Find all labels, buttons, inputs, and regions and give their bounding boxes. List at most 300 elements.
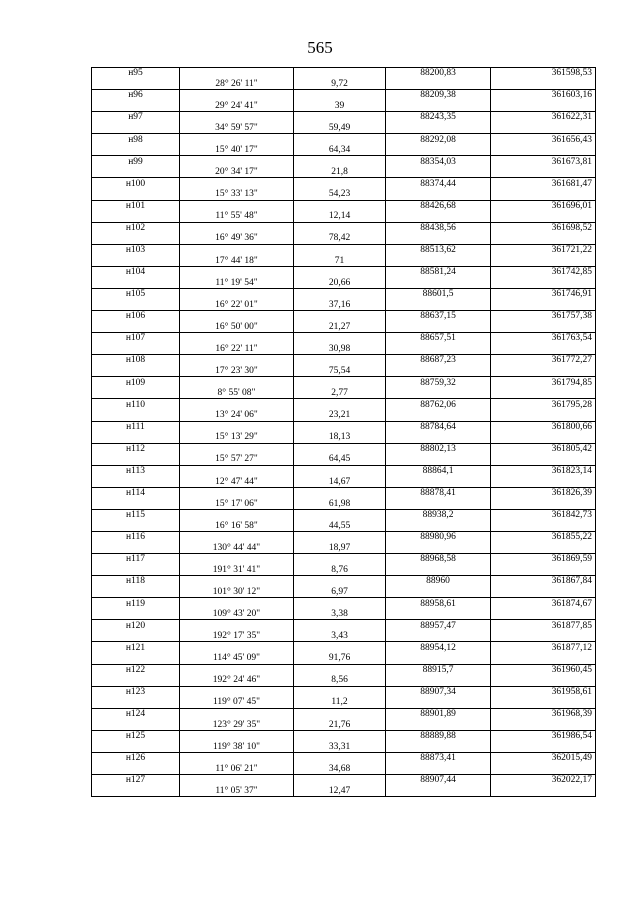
segment-row (92, 565, 596, 576)
point-name: н104 (92, 266, 180, 277)
point-row (92, 752, 596, 763)
distance-cell (294, 443, 386, 454)
angle-cell (180, 598, 294, 609)
point-name: н101 (92, 200, 180, 211)
x-coordinate: 88878,41 (386, 487, 491, 498)
segment-row (92, 476, 596, 487)
x-coordinate (386, 299, 491, 310)
distance-cell: 59,49 (294, 123, 386, 134)
point-name (92, 322, 180, 333)
y-coordinate (491, 741, 596, 752)
segment-row (92, 454, 596, 465)
distance-cell (294, 90, 386, 101)
point-row (92, 576, 596, 587)
segment-row (92, 786, 596, 797)
segment-row (92, 255, 596, 266)
y-coordinate (491, 344, 596, 355)
distance-cell (294, 333, 386, 344)
segment-row (92, 631, 596, 642)
point-name: н119 (92, 598, 180, 609)
point-name: н95 (92, 68, 180, 79)
angle-cell (180, 686, 294, 697)
distance-cell (294, 112, 386, 123)
x-coordinate: 88907,34 (386, 686, 491, 697)
segment-row (92, 167, 596, 178)
point-name (92, 719, 180, 730)
point-name: н96 (92, 90, 180, 101)
angle-cell (180, 752, 294, 763)
segment-row (92, 697, 596, 708)
point-row (92, 487, 596, 498)
distance-cell (294, 399, 386, 410)
x-coordinate (386, 233, 491, 244)
point-name (92, 697, 180, 708)
point-name (92, 189, 180, 200)
point-name (92, 432, 180, 443)
x-coordinate: 88513,62 (386, 244, 491, 255)
distance-cell (294, 598, 386, 609)
point-name (92, 786, 180, 797)
x-coordinate: 88915,7 (386, 664, 491, 675)
segment-row (92, 366, 596, 377)
y-coordinate (491, 299, 596, 310)
x-coordinate (386, 498, 491, 509)
segment-row (92, 719, 596, 730)
segment-row (92, 233, 596, 244)
angle-cell (180, 443, 294, 454)
angle-cell: 16° 49' 36" (180, 233, 294, 244)
y-coordinate: 361877,12 (491, 642, 596, 653)
x-coordinate: 88889,88 (386, 730, 491, 741)
x-coordinate (386, 123, 491, 134)
distance-cell: 75,54 (294, 366, 386, 377)
distance-cell (294, 200, 386, 211)
point-name: н116 (92, 531, 180, 542)
x-coordinate (386, 189, 491, 200)
x-coordinate (386, 543, 491, 554)
distance-cell: 33,31 (294, 741, 386, 752)
point-name: н102 (92, 222, 180, 233)
y-coordinate (491, 786, 596, 797)
distance-cell: 14,67 (294, 476, 386, 487)
distance-cell (294, 487, 386, 498)
angle-cell: 16° 22' 11" (180, 344, 294, 355)
page-number: 565 (307, 38, 333, 57)
y-coordinate: 361968,39 (491, 708, 596, 719)
point-name: н123 (92, 686, 180, 697)
point-name (92, 587, 180, 598)
angle-cell: 16° 50' 00" (180, 322, 294, 333)
y-coordinate: 361805,42 (491, 443, 596, 454)
angle-cell: 11° 19' 54" (180, 277, 294, 288)
distance-cell: 12,14 (294, 211, 386, 222)
point-name: н106 (92, 311, 180, 322)
point-name (92, 123, 180, 134)
x-coordinate: 88901,89 (386, 708, 491, 719)
angle-cell (180, 554, 294, 565)
angle-cell: 12° 47' 44" (180, 476, 294, 487)
angle-cell (180, 620, 294, 631)
x-coordinate (386, 697, 491, 708)
x-coordinate (386, 79, 491, 90)
angle-cell (180, 266, 294, 277)
y-coordinate: 361795,28 (491, 399, 596, 410)
point-name: н99 (92, 156, 180, 167)
point-name (92, 476, 180, 487)
segment-row (92, 123, 596, 134)
x-coordinate: 88938,2 (386, 509, 491, 520)
distance-cell: 18,97 (294, 543, 386, 554)
y-coordinate (491, 322, 596, 333)
distance-cell: 21,27 (294, 322, 386, 333)
x-coordinate (386, 763, 491, 774)
angle-cell: 20° 34' 17" (180, 167, 294, 178)
angle-cell (180, 399, 294, 410)
y-coordinate (491, 255, 596, 266)
y-coordinate (491, 697, 596, 708)
y-coordinate (491, 719, 596, 730)
angle-cell (180, 642, 294, 653)
distance-cell: 39 (294, 101, 386, 112)
x-coordinate: 88374,44 (386, 178, 491, 189)
y-coordinate: 361855,22 (491, 531, 596, 542)
y-coordinate: 361681,47 (491, 178, 596, 189)
point-name (92, 653, 180, 664)
segment-row (92, 741, 596, 752)
segment-row (92, 277, 596, 288)
angle-cell (180, 311, 294, 322)
y-coordinate: 361721,22 (491, 244, 596, 255)
point-name (92, 211, 180, 222)
segment-row (92, 498, 596, 509)
point-name (92, 366, 180, 377)
x-coordinate (386, 366, 491, 377)
angle-cell: 16° 16' 58" (180, 520, 294, 531)
angle-cell: 192° 17' 35" (180, 631, 294, 642)
point-row (92, 531, 596, 542)
angle-cell (180, 377, 294, 388)
point-name: н122 (92, 664, 180, 675)
angle-cell (180, 664, 294, 675)
segment-row (92, 653, 596, 664)
point-name: н124 (92, 708, 180, 719)
point-name (92, 565, 180, 576)
point-name (92, 388, 180, 399)
angle-cell: 17° 23' 30" (180, 366, 294, 377)
segment-row (92, 543, 596, 554)
angle-cell (180, 487, 294, 498)
distance-cell (294, 355, 386, 366)
distance-cell: 23,21 (294, 410, 386, 421)
point-name: н108 (92, 355, 180, 366)
distance-cell: 9,72 (294, 79, 386, 90)
distance-cell: 71 (294, 255, 386, 266)
point-name: н127 (92, 775, 180, 786)
angle-cell (180, 222, 294, 233)
point-name (92, 167, 180, 178)
y-coordinate (491, 79, 596, 90)
angle-cell: 15° 13' 29" (180, 432, 294, 443)
y-coordinate: 361874,67 (491, 598, 596, 609)
angle-cell (180, 509, 294, 520)
point-row (92, 68, 596, 79)
point-row (92, 244, 596, 255)
distance-cell (294, 752, 386, 763)
distance-cell: 3,43 (294, 631, 386, 642)
point-name: н100 (92, 178, 180, 189)
x-coordinate: 88957,47 (386, 620, 491, 631)
y-coordinate (491, 167, 596, 178)
point-name (92, 101, 180, 112)
distance-cell (294, 664, 386, 675)
segment-row (92, 388, 596, 399)
y-coordinate: 361742,85 (491, 266, 596, 277)
point-row (92, 598, 596, 609)
angle-cell: 192° 24' 46" (180, 675, 294, 686)
x-coordinate (386, 631, 491, 642)
segment-row (92, 432, 596, 443)
distance-cell (294, 244, 386, 255)
x-coordinate: 88958,61 (386, 598, 491, 609)
segment-row (92, 189, 596, 200)
distance-cell: 78,42 (294, 233, 386, 244)
distance-cell: 6,97 (294, 587, 386, 598)
y-coordinate (491, 410, 596, 421)
angle-cell (180, 244, 294, 255)
y-coordinate (491, 277, 596, 288)
distance-cell (294, 531, 386, 542)
angle-cell (180, 178, 294, 189)
x-coordinate: 88581,24 (386, 266, 491, 277)
y-coordinate (491, 631, 596, 642)
angle-cell (180, 531, 294, 542)
segment-row (92, 101, 596, 112)
x-coordinate (386, 277, 491, 288)
y-coordinate (491, 233, 596, 244)
point-name: н107 (92, 333, 180, 344)
x-coordinate (386, 719, 491, 730)
angle-cell: 119° 38' 10" (180, 741, 294, 752)
point-row (92, 90, 596, 101)
distance-cell: 64,45 (294, 454, 386, 465)
x-coordinate (386, 520, 491, 531)
x-coordinate (386, 145, 491, 156)
point-name (92, 344, 180, 355)
y-coordinate: 362022,17 (491, 775, 596, 786)
x-coordinate: 88687,23 (386, 355, 491, 366)
x-coordinate: 88292,08 (386, 134, 491, 145)
y-coordinate: 361757,38 (491, 311, 596, 322)
segment-row (92, 410, 596, 421)
angle-cell: 114° 45' 09" (180, 653, 294, 664)
x-coordinate: 88954,12 (386, 642, 491, 653)
point-name (92, 609, 180, 620)
point-name (92, 233, 180, 244)
point-row (92, 112, 596, 123)
y-coordinate: 361698,52 (491, 222, 596, 233)
point-name (92, 410, 180, 421)
distance-cell (294, 288, 386, 299)
x-coordinate (386, 410, 491, 421)
point-row (92, 443, 596, 454)
distance-cell: 44,55 (294, 520, 386, 531)
point-name: н126 (92, 752, 180, 763)
point-name: н117 (92, 554, 180, 565)
y-coordinate: 361656,43 (491, 134, 596, 145)
point-name: н109 (92, 377, 180, 388)
y-coordinate (491, 587, 596, 598)
angle-cell (180, 775, 294, 786)
segment-row (92, 520, 596, 531)
segment-row (92, 79, 596, 90)
angle-cell: 15° 17' 06" (180, 498, 294, 509)
x-coordinate (386, 322, 491, 333)
segment-row (92, 145, 596, 156)
x-coordinate: 88864,1 (386, 465, 491, 476)
angle-cell: 109° 43' 20" (180, 609, 294, 620)
x-coordinate: 88759,32 (386, 377, 491, 388)
angle-cell (180, 90, 294, 101)
y-coordinate (491, 543, 596, 554)
y-coordinate: 361772,27 (491, 355, 596, 366)
distance-cell: 64,34 (294, 145, 386, 156)
x-coordinate: 88873,41 (386, 752, 491, 763)
distance-cell: 61,98 (294, 498, 386, 509)
point-row (92, 465, 596, 476)
x-coordinate (386, 565, 491, 576)
distance-cell (294, 156, 386, 167)
distance-cell (294, 620, 386, 631)
angle-cell: 101° 30' 12" (180, 587, 294, 598)
angle-cell (180, 421, 294, 432)
x-coordinate (386, 476, 491, 487)
distance-cell (294, 730, 386, 741)
point-row (92, 509, 596, 520)
y-coordinate (491, 432, 596, 443)
x-coordinate (386, 255, 491, 266)
y-coordinate (491, 520, 596, 531)
distance-cell: 91,76 (294, 653, 386, 664)
point-name: н110 (92, 399, 180, 410)
x-coordinate: 88354,03 (386, 156, 491, 167)
y-coordinate (491, 366, 596, 377)
x-coordinate (386, 167, 491, 178)
segment-row (92, 609, 596, 620)
point-name (92, 145, 180, 156)
y-coordinate: 361794,85 (491, 377, 596, 388)
segment-row (92, 299, 596, 310)
distance-cell (294, 178, 386, 189)
y-coordinate (491, 763, 596, 774)
angle-cell: 34° 59' 57" (180, 123, 294, 134)
point-row (92, 311, 596, 322)
point-name: н114 (92, 487, 180, 498)
distance-cell: 20,66 (294, 277, 386, 288)
angle-cell (180, 156, 294, 167)
angle-cell: 130° 44' 44" (180, 543, 294, 554)
angle-cell: 11° 05' 37" (180, 786, 294, 797)
distance-cell: 21,8 (294, 167, 386, 178)
y-coordinate: 361673,81 (491, 156, 596, 167)
angle-cell: 123° 29' 35" (180, 719, 294, 730)
distance-cell (294, 775, 386, 786)
segment-row (92, 322, 596, 333)
angle-cell (180, 333, 294, 344)
y-coordinate (491, 388, 596, 399)
x-coordinate: 88980,96 (386, 531, 491, 542)
distance-cell (294, 465, 386, 476)
angle-cell: 11° 06' 21" (180, 763, 294, 774)
point-row (92, 200, 596, 211)
coordinates-table (91, 67, 596, 797)
x-coordinate (386, 454, 491, 465)
x-coordinate: 88601,5 (386, 288, 491, 299)
angle-cell: 16° 22' 01" (180, 299, 294, 310)
angle-cell (180, 708, 294, 719)
distance-cell: 34,68 (294, 763, 386, 774)
x-coordinate: 88784,64 (386, 421, 491, 432)
angle-cell: 8° 55' 08" (180, 388, 294, 399)
x-coordinate: 88438,56 (386, 222, 491, 233)
distance-cell: 8,56 (294, 675, 386, 686)
y-coordinate (491, 211, 596, 222)
point-row (92, 355, 596, 366)
point-name (92, 79, 180, 90)
segment-row (92, 211, 596, 222)
point-name: н125 (92, 730, 180, 741)
distance-cell: 21,76 (294, 719, 386, 730)
x-coordinate: 88960 (386, 576, 491, 587)
x-coordinate (386, 741, 491, 752)
y-coordinate: 361842,73 (491, 509, 596, 520)
angle-cell (180, 355, 294, 366)
point-name (92, 299, 180, 310)
point-row (92, 156, 596, 167)
point-name (92, 255, 180, 266)
point-name (92, 631, 180, 642)
point-row (92, 178, 596, 189)
point-row (92, 664, 596, 675)
angle-cell: 17° 44' 18" (180, 255, 294, 266)
y-coordinate: 361869,59 (491, 554, 596, 565)
distance-cell: 11,2 (294, 697, 386, 708)
point-name (92, 277, 180, 288)
y-coordinate: 361867,84 (491, 576, 596, 587)
segment-row (92, 675, 596, 686)
y-coordinate (491, 609, 596, 620)
y-coordinate: 361746,91 (491, 288, 596, 299)
angle-cell: 119° 07' 45" (180, 697, 294, 708)
point-name: н112 (92, 443, 180, 454)
segment-row (92, 344, 596, 355)
angle-cell: 15° 33' 13" (180, 189, 294, 200)
distance-cell (294, 222, 386, 233)
distance-cell (294, 686, 386, 697)
distance-cell (294, 377, 386, 388)
coordinates-table-body (92, 68, 596, 797)
y-coordinate (491, 101, 596, 112)
point-name (92, 741, 180, 752)
y-coordinate (491, 476, 596, 487)
y-coordinate: 361763,54 (491, 333, 596, 344)
angle-cell (180, 288, 294, 299)
distance-cell (294, 68, 386, 79)
distance-cell (294, 576, 386, 587)
segment-row (92, 587, 596, 598)
point-row (92, 222, 596, 233)
distance-cell: 8,76 (294, 565, 386, 576)
y-coordinate: 361826,39 (491, 487, 596, 498)
